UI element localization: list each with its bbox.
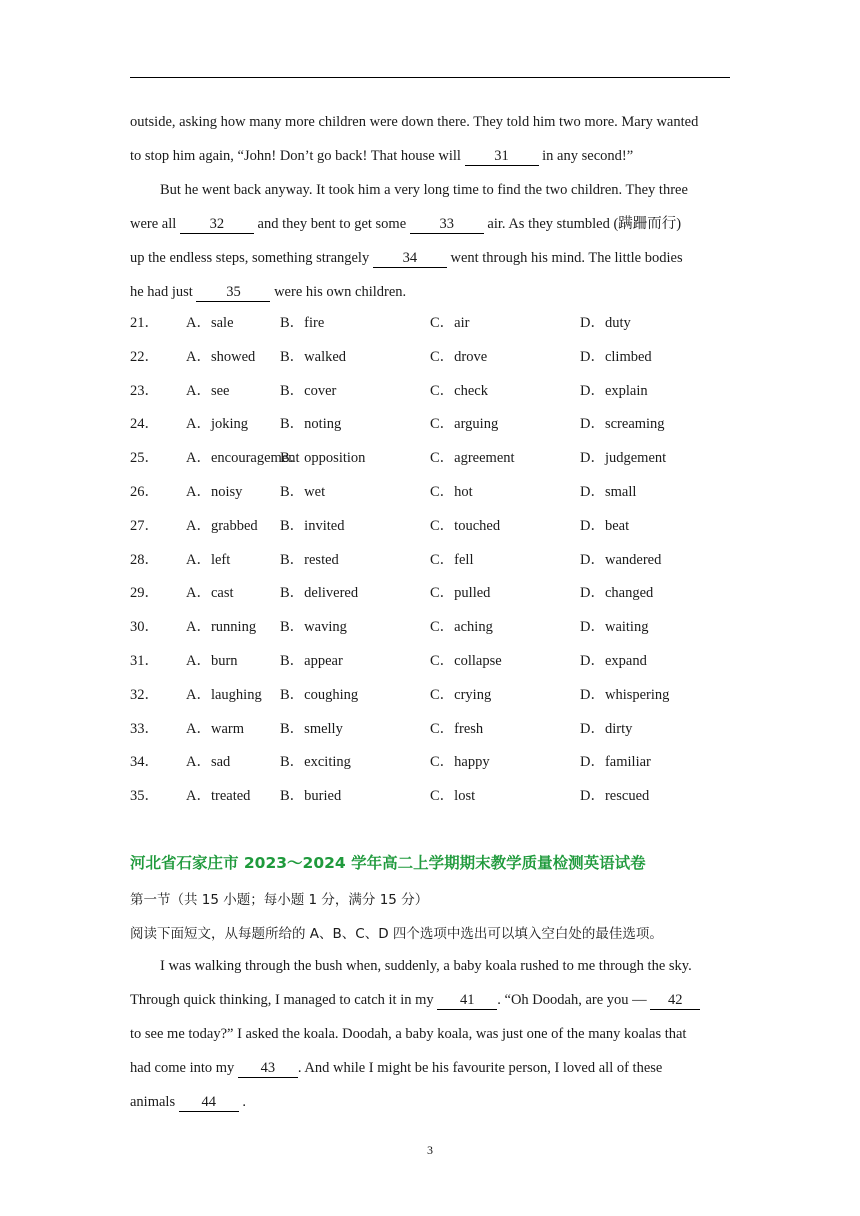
option-b: B．exciting <box>280 754 351 771</box>
option-c: C．agreement <box>430 450 515 467</box>
option-a: A．treated <box>186 788 251 805</box>
question-row <box>130 510 750 544</box>
option-b: B．waving <box>280 619 347 636</box>
passage-text: had come into my <box>130 1060 235 1076</box>
blank-42: 42 <box>650 992 700 1010</box>
blank-32: 32 <box>180 216 254 234</box>
option-c: C．hot <box>430 483 473 500</box>
question-row <box>130 341 750 375</box>
passage-text: animals <box>130 1094 176 1110</box>
passage-line <box>130 949 730 983</box>
passage-bottom <box>130 949 730 1119</box>
question-number: 33． <box>130 720 159 737</box>
passage-line <box>130 241 730 275</box>
passage-line <box>130 1017 730 1051</box>
passage-text: . “Oh Doodah, are you — <box>497 992 647 1008</box>
question-number: 31． <box>130 652 159 669</box>
option-b: B．wet <box>280 483 326 500</box>
option-b: B．appear <box>280 652 343 669</box>
question-row <box>130 645 750 679</box>
passage-text: to see me today?” I asked the koala. Doodah, a baby koala, was just one of the many koalas that <box>130 1026 687 1042</box>
passage-top <box>130 105 730 309</box>
option-c: C．lost <box>430 788 476 805</box>
option-d: D．dirty <box>580 720 633 737</box>
question-number: 26． <box>130 483 159 500</box>
option-a: A．warm <box>186 720 244 737</box>
passage-text: Through quick thinking, I managed to catch it in my <box>130 992 434 1008</box>
blank-41: 41 <box>437 992 497 1010</box>
question-number: 21． <box>130 315 159 331</box>
option-b: B．coughing <box>280 686 359 703</box>
option-d: D．explain <box>580 382 648 399</box>
passage-line <box>130 173 730 207</box>
header-rule <box>130 77 730 78</box>
section-part-heading: 第一节（共 15 小题；每小题 1 分，满分 15 分） <box>130 892 429 908</box>
question-number: 24． <box>130 416 159 433</box>
option-b: B．opposition <box>280 450 366 467</box>
question-number: 35． <box>130 788 159 805</box>
blank-31: 31 <box>465 148 539 166</box>
option-d: D．familiar <box>580 754 651 771</box>
question-row <box>130 746 750 780</box>
option-b: B．fire <box>280 315 325 331</box>
blank-33: 33 <box>410 216 484 234</box>
question-row <box>130 375 750 409</box>
passage-line <box>130 207 730 241</box>
passage-text: outside, asking how many more children were down there. They told him two more. Mary wanted <box>130 114 699 130</box>
question-number: 28． <box>130 551 159 568</box>
option-c: C．fell <box>430 551 474 568</box>
question-row <box>130 442 750 476</box>
option-b: B．delivered <box>280 585 359 602</box>
option-a: A．encouragement <box>186 450 300 467</box>
option-c: C．crying <box>430 686 492 703</box>
passage-text: to stop him again, “John! Don’t go back! That house will <box>130 148 461 164</box>
blank-43: 43 <box>238 1060 298 1078</box>
option-a: A．see <box>186 382 230 399</box>
passage-line <box>130 275 730 309</box>
passage-text: and they bent to get some <box>257 216 407 232</box>
passage-text: up the endless steps, something strangely <box>130 250 370 266</box>
question-number: 30． <box>130 619 159 636</box>
option-c: C．fresh <box>430 720 484 737</box>
option-a: A．running <box>186 619 257 636</box>
option-c: C．check <box>430 382 488 399</box>
option-d: D．expand <box>580 652 647 669</box>
blank-44: 44 <box>179 1094 239 1112</box>
passage-line <box>130 105 730 139</box>
option-d: D．small <box>580 483 637 500</box>
option-d: D．rescued <box>580 788 650 805</box>
option-a: A．grabbed <box>186 517 258 534</box>
passage-text: were all <box>130 216 177 232</box>
option-b: B．walked <box>280 348 347 365</box>
option-d: D．whispering <box>580 686 670 703</box>
question-number: 22． <box>130 348 159 365</box>
option-c: C．happy <box>430 754 490 771</box>
question-number: 34． <box>130 754 159 771</box>
passage-line <box>130 983 730 1017</box>
section-instruction: 阅读下面短文，从每题所给的 A、B、C、D 四个选项中选出可以填入空白处的最佳选项。 <box>130 926 663 942</box>
passage-text: But he went back anyway. It took him a very long time to find the two children. They three <box>160 182 688 198</box>
blank-34: 34 <box>373 250 447 268</box>
section-title: 河北省石家庄市 2023～2024 学年高二上学期期末教学质量检测英语试卷 <box>130 854 646 872</box>
option-c: C．arguing <box>430 416 499 433</box>
option-c: C．aching <box>430 619 493 636</box>
question-row <box>130 611 750 645</box>
option-b: B．smelly <box>280 720 343 737</box>
passage-line <box>130 1051 730 1085</box>
question-number: 23． <box>130 382 159 399</box>
option-d: D．climbed <box>580 348 652 365</box>
option-b: B．noting <box>280 416 342 433</box>
question-row <box>130 679 750 713</box>
option-d: D．waiting <box>580 619 649 636</box>
question-row <box>130 307 750 341</box>
option-d: D．judgement <box>580 450 667 467</box>
question-row <box>130 780 750 814</box>
passage-text: he had just <box>130 284 193 300</box>
question-row <box>130 476 750 510</box>
option-a: A．noisy <box>186 483 243 500</box>
passage-text: . And while I might be his favourite person, I loved all of these <box>297 1060 663 1076</box>
question-row <box>130 544 750 578</box>
page-number: 3 <box>427 1143 433 1157</box>
question-number: 32． <box>130 686 159 703</box>
option-c: C．drove <box>430 348 488 365</box>
option-b: B．rested <box>280 551 339 568</box>
option-d: D．wandered <box>580 551 662 568</box>
question-number: 27． <box>130 517 159 534</box>
option-c: C．pulled <box>430 585 491 602</box>
option-c: C．touched <box>430 517 501 534</box>
question-number: 25． <box>130 450 159 467</box>
option-d: D．beat <box>580 517 630 534</box>
question-options <box>130 307 750 814</box>
option-d: D．changed <box>580 585 654 602</box>
question-number: 29． <box>130 585 159 602</box>
passage-line <box>130 1085 730 1119</box>
option-d: D．duty <box>580 315 631 331</box>
option-a: A．sad <box>186 754 231 771</box>
question-row <box>130 713 750 747</box>
option-c: C．air <box>430 315 470 331</box>
option-a: A．joking <box>186 416 249 433</box>
blank-35: 35 <box>196 284 270 302</box>
option-a: A．laughing <box>186 686 262 703</box>
passage-text: went through his mind. The little bodies <box>450 250 683 266</box>
option-b: B．buried <box>280 788 342 805</box>
option-a: A．burn <box>186 652 238 669</box>
option-a: A．cast <box>186 585 234 602</box>
passage-text: air. As they stumbled (蹒跚而行) <box>487 216 682 232</box>
option-a: A．showed <box>186 348 256 365</box>
passage-text: . <box>242 1094 246 1110</box>
passage-text: in any second!” <box>542 148 634 164</box>
passage-line <box>130 139 730 173</box>
option-c: C．collapse <box>430 652 502 669</box>
option-b: B．invited <box>280 517 345 534</box>
question-row <box>130 577 750 611</box>
option-b: B．cover <box>280 382 337 399</box>
option-a: A．left <box>186 551 231 568</box>
option-a: A．sale <box>186 315 234 331</box>
question-row <box>130 408 750 442</box>
passage-text: I was walking through the bush when, suddenly, a baby koala rushed to me through the sky. <box>160 958 692 974</box>
passage-text: were his own children. <box>274 284 407 300</box>
option-d: D．screaming <box>580 416 665 433</box>
